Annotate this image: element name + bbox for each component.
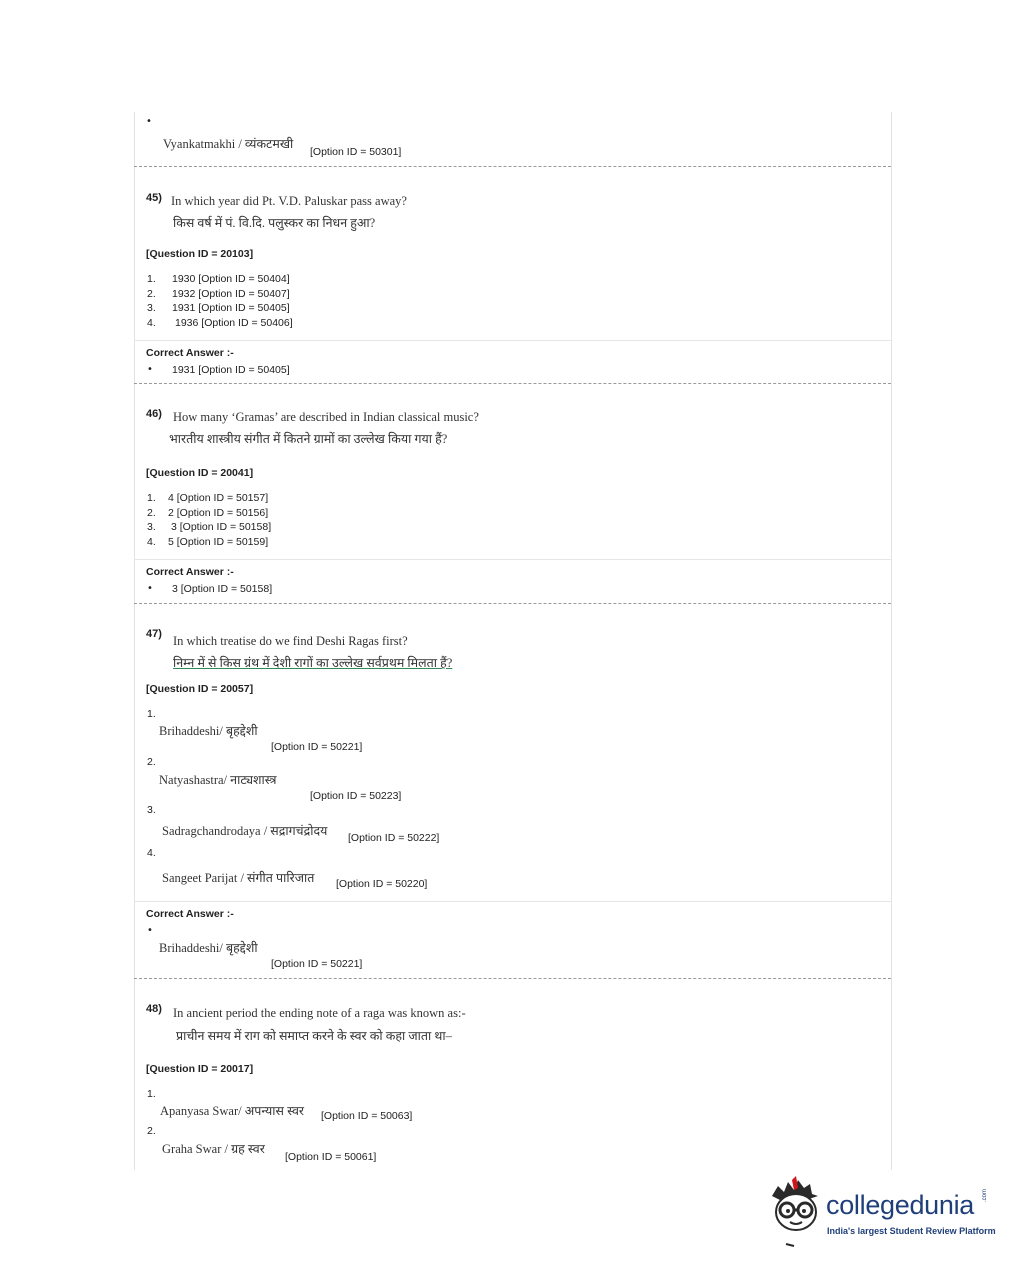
divider	[134, 603, 891, 604]
bullet: •	[146, 116, 152, 127]
left-border	[134, 112, 135, 1170]
question-text-hi: प्राचीन समय में राग को समाप्त करने के स्वर को कहा जाता था–	[176, 1029, 452, 1043]
option-number: 2.	[147, 288, 156, 300]
option-id: [Option ID = 50063]	[321, 1110, 413, 1122]
option-number: 1.	[147, 1088, 156, 1100]
option-text: Natyashastra/ नाट्यशास्त्र	[159, 773, 277, 787]
question-number: 46)	[146, 408, 162, 420]
logo-tagline: India's largest Student Review Platform	[827, 1226, 996, 1236]
correct-answer-label: Correct Answer :-	[146, 908, 234, 920]
option-text: Vyankatmakhi / व्यंकटमखी	[163, 137, 294, 151]
option-text: 1936 [Option ID = 50406]	[175, 317, 293, 329]
option-id: [Option ID = 50223]	[310, 790, 402, 802]
option-text: Graha Swar / ग्रह स्वर	[162, 1142, 265, 1156]
correct-answer: Brihaddeshi/ बृहद्देशी	[159, 941, 258, 955]
divider	[134, 978, 891, 979]
option-text: Brihaddeshi/ बृहद्देशी	[159, 724, 258, 738]
option-text: 2 [Option ID = 50156]	[168, 507, 269, 519]
logo-domain: .com	[982, 1188, 988, 1202]
option-text: 1931 [Option ID = 50405]	[172, 302, 290, 314]
divider	[134, 383, 891, 384]
option-number: 2.	[147, 1125, 156, 1137]
option-text: Sadragchandrodaya / सद्रागचंद्रोदय	[162, 824, 328, 838]
option-text: 3 [Option ID = 50158]	[171, 521, 272, 533]
option-number: 1.	[147, 273, 156, 285]
question-text-hi: किस वर्ष में पं. वि.दि. पलुस्कर का निधन हुआ?	[173, 216, 376, 230]
option-id: [Option ID = 50301]	[310, 146, 402, 158]
option-number: 2.	[147, 756, 156, 768]
option-text: Sangeet Parijat / संगीत पारिजात	[162, 871, 315, 885]
bullet: •	[147, 583, 153, 594]
question-text-en: In ancient period the ending note of a raga was known as:-	[173, 1006, 466, 1020]
right-border	[891, 112, 892, 1170]
correct-answer-label: Correct Answer :-	[146, 347, 234, 359]
question-id: [Question ID = 20057]	[146, 683, 254, 695]
option-number: 1.	[147, 708, 156, 720]
question-number: 47)	[146, 628, 162, 640]
mascot-icon	[766, 1176, 828, 1248]
option-id: [Option ID = 50220]	[336, 878, 428, 890]
option-number: 2.	[147, 507, 156, 519]
option-number: 4.	[147, 536, 156, 548]
question-text-hi: भारतीय शास्त्रीय संगीत में कितने ग्रामों का उल्लेख किया गया हैं?	[169, 432, 448, 446]
option-number: 4.	[147, 317, 156, 329]
option-text: 1930 [Option ID = 50404]	[172, 273, 290, 285]
question-text-en: How many ‘Gramas’ are described in Indian classical music?	[173, 410, 479, 424]
bullet: •	[147, 925, 153, 936]
question-text-en: In which treatise do we find Deshi Ragas first?	[173, 634, 408, 648]
option-text: Apanyasa Swar/ अपन्यास स्वर	[160, 1104, 305, 1118]
divider	[134, 559, 891, 560]
option-number: 4.	[147, 847, 156, 859]
correct-answer: 1931 [Option ID = 50405]	[172, 364, 290, 376]
correct-answer-id: [Option ID = 50221]	[271, 958, 363, 970]
option-number: 3.	[147, 804, 156, 816]
question-id: [Question ID = 20103]	[146, 248, 254, 260]
divider	[134, 166, 891, 167]
correct-answer: 3 [Option ID = 50158]	[172, 583, 273, 595]
correct-answer-label: Correct Answer :-	[146, 566, 234, 578]
option-id: [Option ID = 50222]	[348, 832, 440, 844]
option-id: [Option ID = 50061]	[285, 1151, 377, 1163]
divider	[134, 901, 891, 902]
bullet: •	[147, 364, 153, 375]
option-number: 1.	[147, 492, 156, 504]
question-id: [Question ID = 20041]	[146, 467, 254, 479]
question-number: 48)	[146, 1003, 162, 1015]
option-text: 4 [Option ID = 50157]	[168, 492, 269, 504]
option-id: [Option ID = 50221]	[271, 741, 363, 753]
question-id: [Question ID = 20017]	[146, 1063, 254, 1075]
option-number: 3.	[147, 521, 156, 533]
option-text: 1932 [Option ID = 50407]	[172, 288, 290, 300]
question-text-hi: निम्न में से किस ग्रंथ में देशी रागों का उल्लेख सर्वप्रथम मिलता हैं?	[173, 656, 453, 670]
question-text-en: In which year did Pt. V.D. Paluskar pass away?	[171, 194, 407, 208]
logo-wordmark: collegedunia	[826, 1190, 975, 1220]
question-number: 45)	[146, 192, 162, 204]
divider	[134, 340, 891, 341]
option-text: 5 [Option ID = 50159]	[168, 536, 269, 548]
option-number: 3.	[147, 302, 156, 314]
